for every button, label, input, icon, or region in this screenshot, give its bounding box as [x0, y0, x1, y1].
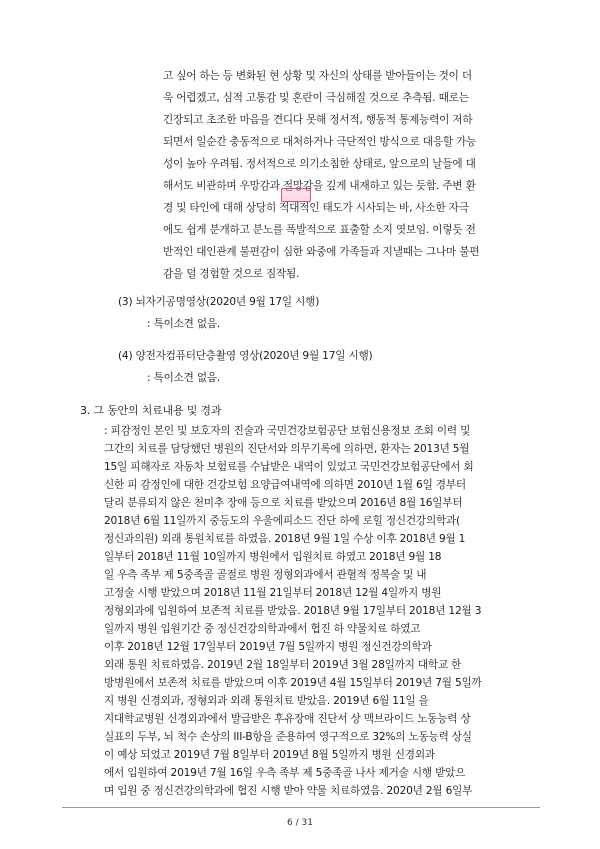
text-line: 일까지 병원 입원기간 중 정신건강의학과에서 협진 하 약물치료 하였고	[104, 623, 421, 635]
pet-note: : 특이소견 없음.	[147, 372, 221, 384]
text-line: 에도 쉽게 분개하고 분노를 폭발적으로 표출할 소지 엿보임. 이렇듯 전	[163, 224, 476, 236]
page-number: 6 / 31	[287, 818, 313, 828]
text-line: 2018년 6월 11일까지 중등도의 우울에피소드 진단 하에 로힐 정신건강의학과(	[104, 515, 460, 527]
text-line: 경 및 타인에 대해 상당히 적대적인 태도가 시사되는 바, 사소한 자극	[163, 202, 469, 214]
pet-title: (4) 양전자컴퓨터단층촬영 영상(2020년 9월 17일 시행)	[118, 350, 373, 362]
text-line: 고정술 시행 받았으며 2018년 11월 21일부터 2018년 12월 4일까지 병원	[104, 587, 442, 599]
text-line: 며 입원 중 정신건강의학과에 협진 시행 받아 약물 치료하였음. 2020년 2월 6일부	[104, 785, 473, 797]
text-line: 지 병원 신경외과, 정형외과 외래 통원치료 받았음. 2019년 6월 11일 을	[104, 695, 429, 707]
text-line: 정형외과에 입원하여 보존적 치료를 받았음. 2018년 9월 17일부터 2018년 12월 3	[104, 605, 482, 617]
text-line: 감을 덜 경험할 것으로 짐작됨.	[163, 268, 300, 280]
text-line: 달리 분류되지 않은 천미추 장애 등으로 치료를 받았으며 2016년 8월 16일부터	[104, 497, 463, 509]
text-line: 그간의 치료를 담당했던 병원의 진단서와 의무기록에 의하면, 환자는 2013년 5월	[104, 443, 470, 455]
text-line: 에서 입원하여 2019년 7월 16일 우측 족부 제 5중족골 나사 제거술 시행 받았으	[104, 767, 466, 779]
text-line: 이 예상 되었고 2019년 7월 8일부터 2019년 8월 5일까지 병원 신경외과	[104, 749, 435, 761]
text-line: 욱 어렵겠고, 심적 고통감 및 혼란이 극심해질 것으로 추측됨. 때로는	[163, 92, 469, 104]
mri-note: : 특이소견 없음.	[147, 318, 221, 330]
text-line: 해서도 비관하며 우망감과 절망감을 깊게 내재하고 있는 듯함. 주변 환	[163, 180, 476, 192]
text-line: 긴장되고 초조한 마음을 견디다 못해 정서적, 행동적 통제능력이 저하	[163, 114, 473, 126]
mri-title: (3) 뇌자기공명영상(2020년 9월 17일 시행)	[118, 296, 320, 308]
text-line: 되면서 일순간 충동적으로 대처하거나 극단적인 방식으로 대응할 가능	[163, 136, 477, 148]
text-line: 일부터 2018년 11월 10일까지 병원에서 입원치료 하였고 2018년 9월 18	[104, 551, 442, 563]
text-line: 방병원에서 보존적 치료를 받았으며 이후 2019년 4월 15일부터 2019년 7월 5일까	[104, 677, 482, 689]
section-heading: 3. 그 동안의 치료내용 및 경과	[80, 404, 222, 417]
text-line: : 피감정인 본인 및 보호자의 진술과 국민건강보험공단 보험신용정보 조회 이력 및	[104, 425, 471, 437]
text-line: 실표의 두부, 뇌 척수 손상의 III-B항을 준용하여 영구적으로 32%의 노동능력 상실	[104, 731, 472, 743]
text-line: 신한 피 감정인에 대한 건강보험 요양급여내역에 의하면 2010년 1월 6일 경부터	[104, 479, 466, 491]
text-line: 정신과의원) 외래 통원치료를 하였음. 2018년 9월 1일 수상 이후 2018년 9월 1	[104, 533, 466, 545]
text-line: 성이 높아 우려됨. 정서적으로 의기소침한 상태로, 앞으로의 날들에 대	[163, 158, 476, 170]
text-line: 고 싶어 하는 등 변화된 현 상황 및 자신의 상태를 받아들이는 것이 더	[163, 70, 472, 82]
text-line: 15일 피해자로 자동차 보험료를 수납받은 내역이 있었고 국민건강보험공단에서 회	[104, 461, 474, 473]
text-line: 일 우측 족부 제 5중족골 골절로 병원 정형외과에서 관혈적 정복술 및 내	[104, 569, 427, 581]
text-line: 지대학교병원 신경외과에서 발급받은 후유장애 진단서 상 맥브라이드 노동능력 상	[104, 713, 471, 725]
text-line: 이후 2018년 12월 17일부터 2019년 7월 5일까지 병원 정신건강의학과	[104, 641, 432, 653]
text-line: 외래 통원 치료하였음. 2019년 2월 18일부터 2019년 3월 28일까지 대학교 한	[104, 659, 462, 671]
text-line: 반적인 대인관계 불편감이 심한 와중에 가족들과 지낼때는 그나마 불편	[163, 246, 480, 258]
highlight-mark	[281, 188, 311, 202]
footer-divider	[62, 807, 540, 808]
